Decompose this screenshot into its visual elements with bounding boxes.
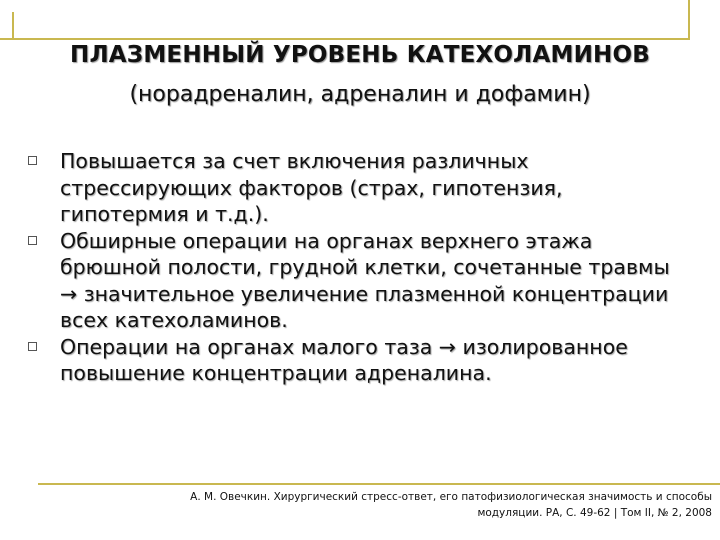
footer-rule [38, 483, 720, 485]
checkbox-bullet-icon [28, 342, 37, 351]
frame-left-stub [0, 12, 14, 40]
bullet-item [28, 334, 688, 387]
bullet-text: Обширные операции на органах верхнего этажа брюшной полости, грудной клетки, сочетанные травмы → значительное увеличение плазменной концентрации всех катехоламинов. [60, 228, 670, 332]
bullet-item [28, 148, 688, 228]
slide-title: ПЛАЗМЕННЫЙ УРОВЕНЬ КАТЕХОЛАМИНОВ [70, 42, 650, 68]
citation [112, 489, 712, 521]
frame-top-border [0, 0, 690, 40]
bullet-item [28, 228, 688, 334]
slide-subtitle: (норадреналин, адреналин и дофамин) [129, 82, 591, 107]
citation-line-1: А. М. Овечкин. Хирургический стресс-ответ, его патофизиологическая значимость и способы [190, 491, 712, 503]
bullet-text: Повышается за счет включения различных стрессирующих факторов (страх, гипотензия, гипотермия и т.д.). [60, 149, 563, 226]
bullet-list [28, 148, 688, 387]
checkbox-bullet-icon [28, 236, 37, 245]
citation-line-2: модуляции. РА, С. 49-62 | Том II, № 2, 2008 [477, 507, 712, 519]
checkbox-bullet-icon [28, 156, 37, 165]
bullet-text: Операции на органах малого таза → изолированное повышение концентрации адреналина. [60, 334, 628, 385]
